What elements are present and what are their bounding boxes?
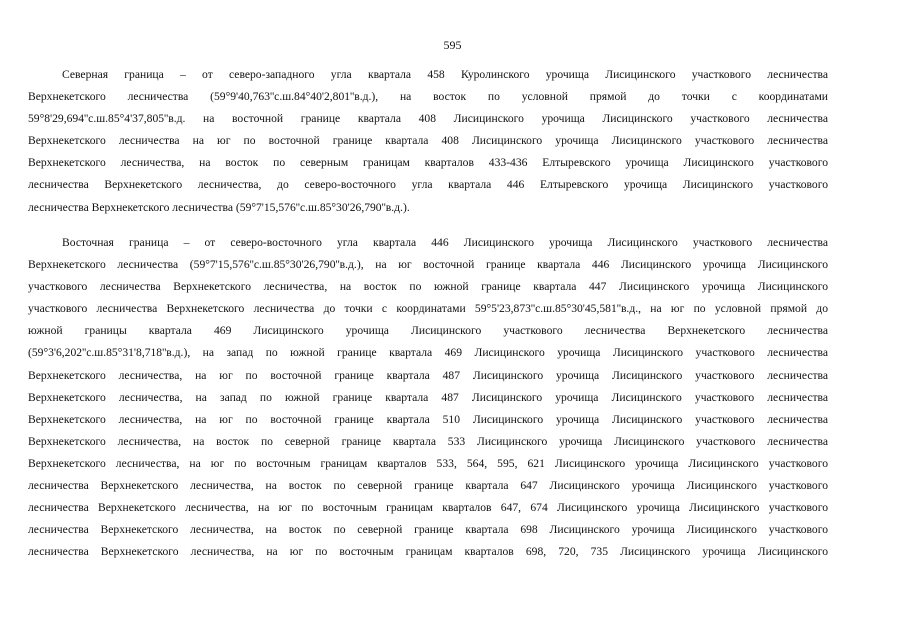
text-line: участкового лесничества Верхнекетского лесничества до точки с координатами 59°5'23,873''с.ш.85°30'45,581''в.д., на юг по условной прямой до [28,302,828,316]
text-line: лесничества Верхнекетского лесничества, на восток по северной границе квартала 647 Лисицинского урочища Лисицинского участкового [28,479,828,493]
text-line: лесничества Верхнекетского лесничества (59°7'15,576''с.ш.85°30'26,790''в.д.). [28,200,410,214]
text-line: Верхнекетского лесничества, на юг по восточной границе квартала 487 Лисицинского урочища Лисицинского участкового лесничества [28,368,828,382]
text-line: Северная граница – от северо-западного угла квартала 458 Куролинского урочища Лисицинского участкового лесничества [62,68,828,81]
text-line: 59°8'29,694''с.ш.85°4'37,805''в.д. на восточной границе квартала 408 Лисицинского урочища Лисицинского участкового лесничества [28,112,828,126]
text-line: лесничества Верхнекетского лесничества, до северо-восточного угла квартала 446 Елтыревского урочища Лисицинского участкового [28,178,828,192]
text-line: Верхнекетского лесничества, на юг по восточным границам кварталов 533, 564, 595, 621 Лисицинского урочища Лисицинского участкового [28,456,828,470]
text-line: Верхнекетского лесничества, на восток по северной границе квартала 533 Лисицинского урочища Лисицинского участкового лесничества [28,434,828,448]
text-line: Верхнекетского лесничества (59°7'15,576''с.ш.85°30'26,790''в.д.), на юг восточной границе квартала 446 Лисицинского урочища Лисицинского [28,258,828,272]
text-line: участкового лесничества Верхнекетского лесничества, на восток по южной границе квартала 447 Лисицинского урочища Лисицинского [28,280,828,294]
text-line: лесничества Верхнекетского лесничества, на юг по восточным границам кварталов 698, 720, 735 Лисицинского урочища Лисицинского [28,545,828,559]
text-line: Верхнекетского лесничества на юг по восточной границе квартала 408 Лисицинского урочища Лисицинского участкового лесничества [28,134,828,148]
text-line: Верхнекетского лесничества, на восток по северным границам кварталов 433-436 Елтыревского урочища Лисицинского участкового [28,156,828,170]
paragraph-eastern-boundary [28,232,828,563]
text-line: лесничества Верхнекетского лесничества, на восток по северной границе квартала 698 Лисицинского урочища Лисицинского участкового [28,523,828,537]
page-number: 595 [443,38,462,52]
text-line: Восточная граница – от северо-восточного угла квартала 446 Лисицинского урочища Лисицинского участкового лесничества [62,236,828,249]
text-line: Верхнекетского лесничества, на юг по восточной границе квартала 510 Лисицинского урочища Лисицинского участкового лесничества [28,412,828,426]
text-line: Верхнекетского лесничества, на запад по южной границе квартала 487 Лисицинского урочища Лисицинского участкового лесничества [28,390,828,404]
text-line: (59°3'6,202''с.ш.85°31'8,718''в.д.), на запад по южной границе квартала 469 Лисицинского урочища Лисицинского участкового лесничества [28,346,828,360]
text-line: Верхнекетского лесничества (59°9'40,763''с.ш.84°40'2,801''в.д.), на восток по условной прямой до точки с координатами [28,90,828,104]
text-line: лесничества Верхнекетского лесничества, на юг по восточным границам кварталов 647, 674 Лисицинского урочища Лисицинского участкового [28,501,828,515]
paragraph-northern-boundary [28,64,828,219]
text-line: южной границы квартала 469 Лисицинского урочища Лисицинского участкового лесничества Верхнекетского лесничества [28,324,828,338]
